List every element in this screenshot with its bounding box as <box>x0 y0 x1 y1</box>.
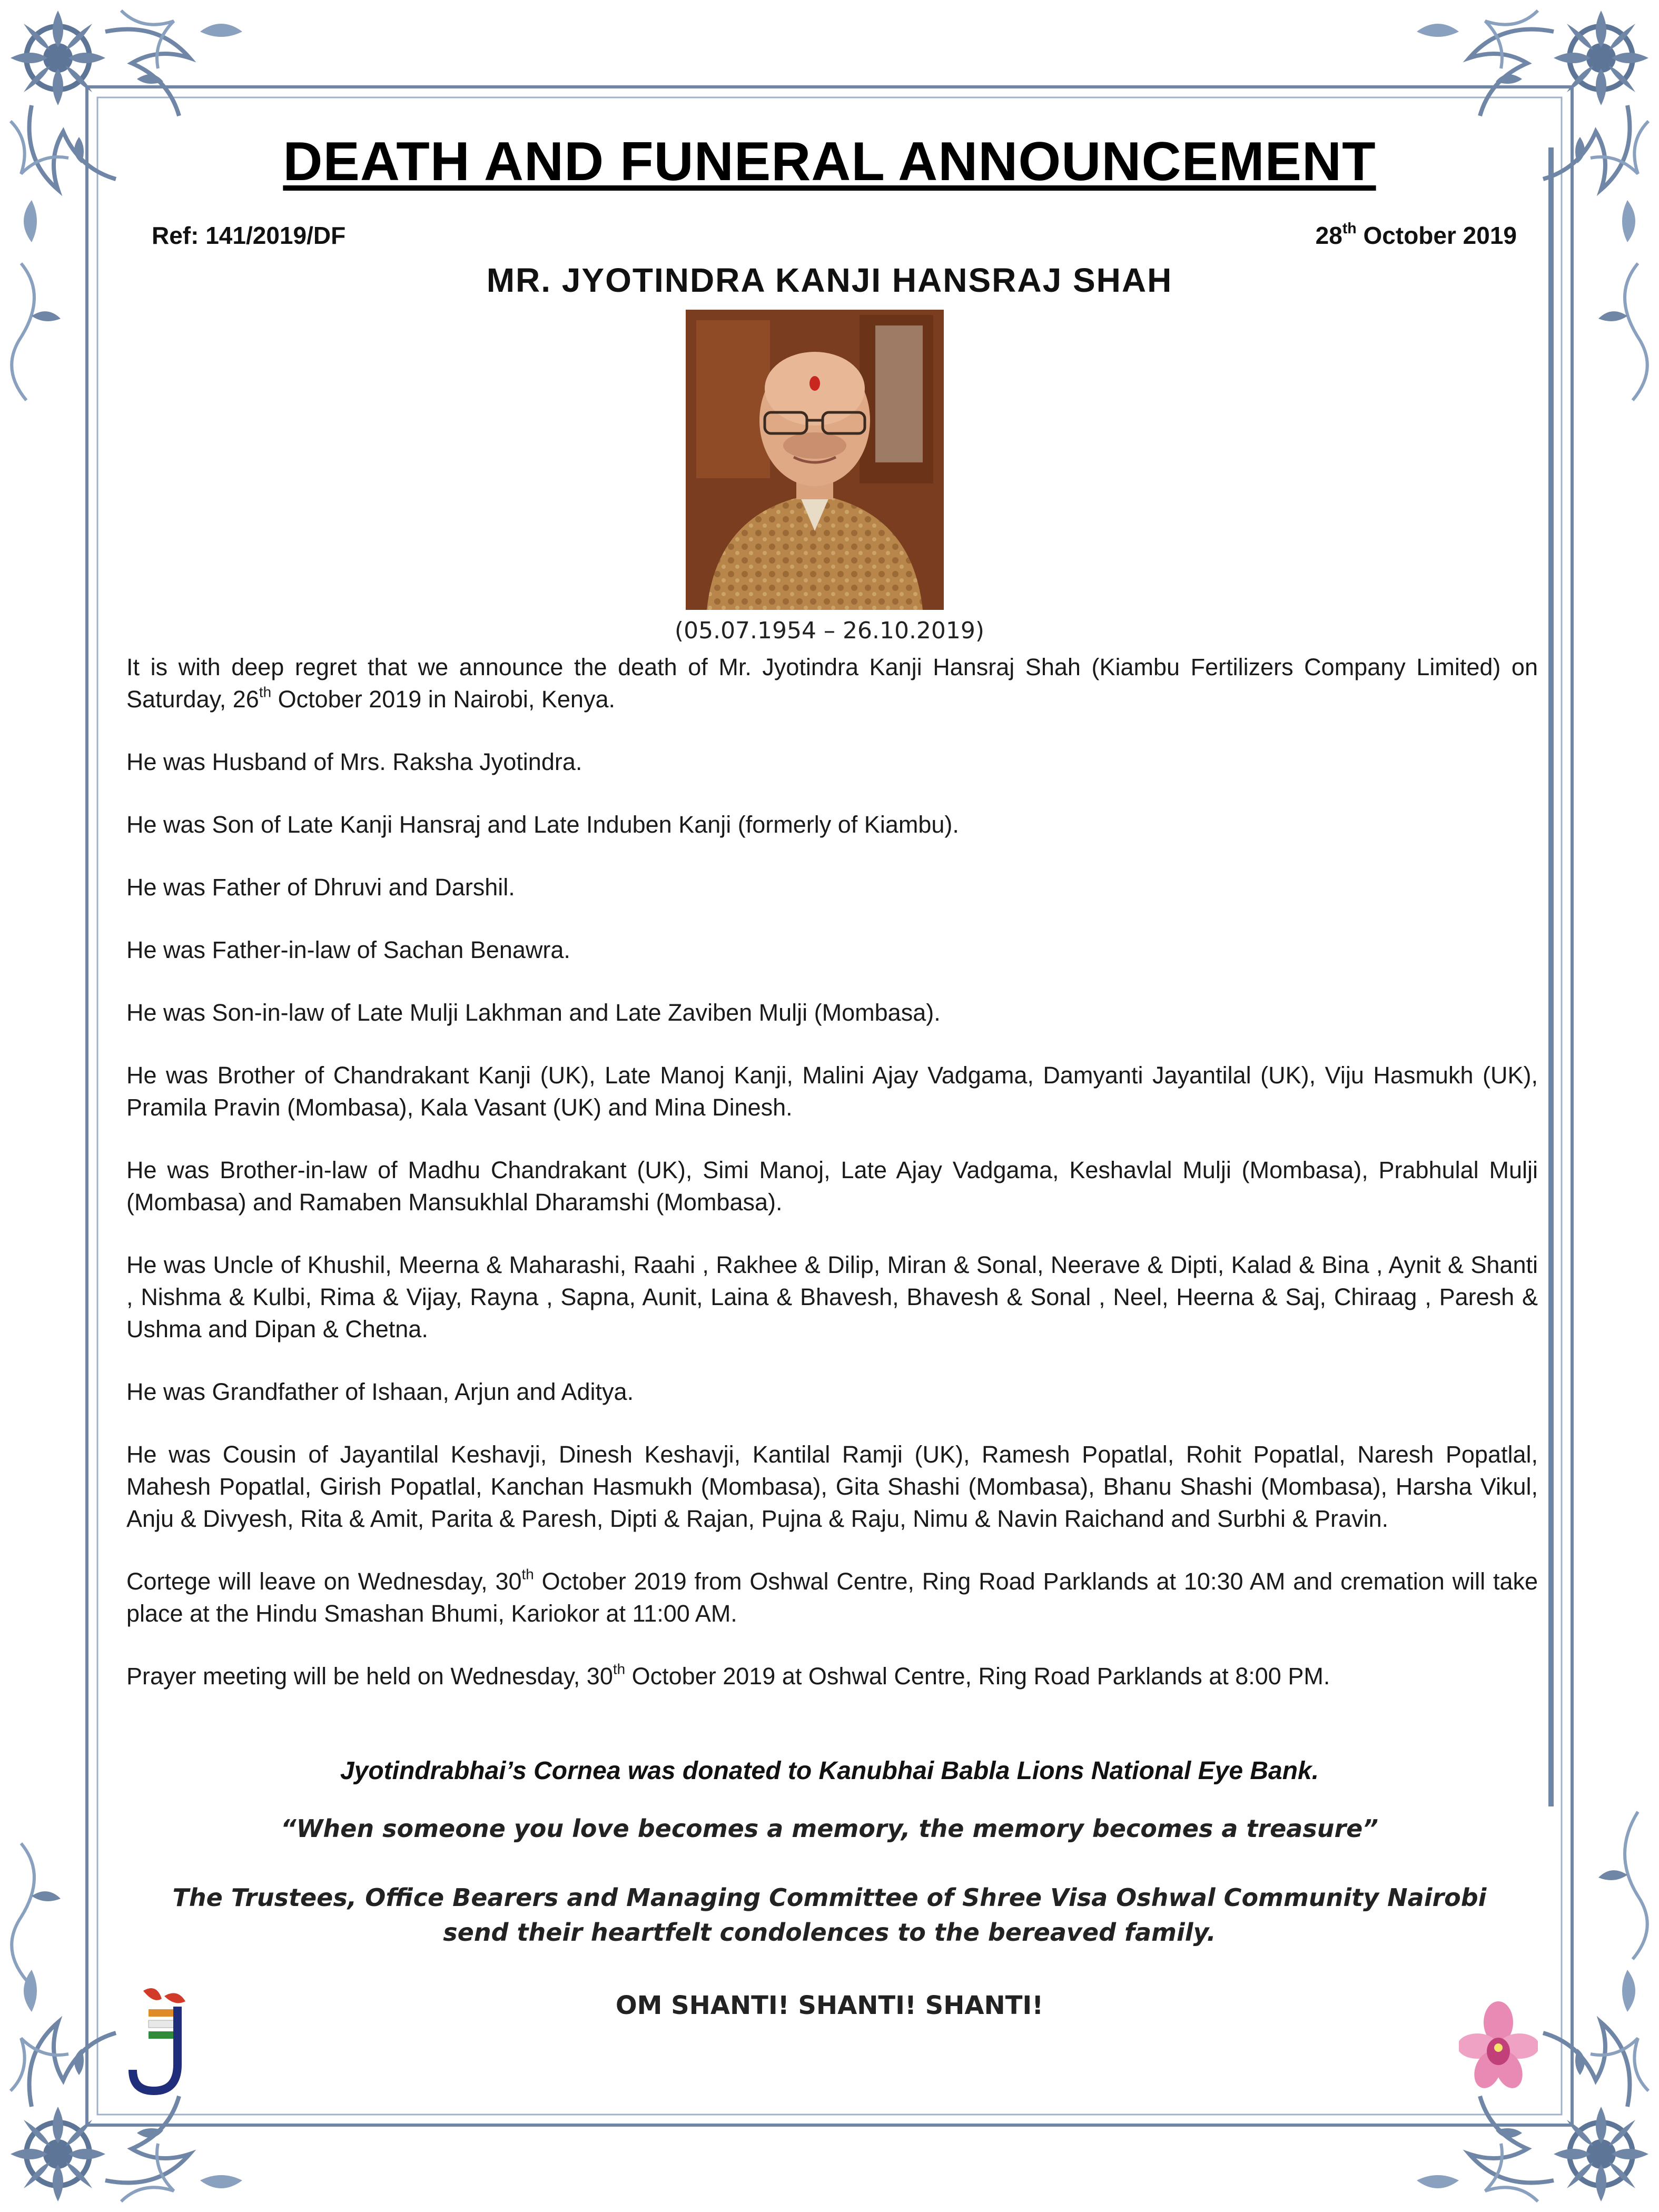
condolence-message <box>0 1880 1659 1950</box>
cousin-paragraph: He was Cousin of Jayantilal Keshavji, Dinesh Keshavji, Kantilal Ramji (UK), Ramesh Popatlal, Rohit Popatlal, Naresh Popatlal, Mahesh Popatlal, Girish Popatlal, Kanchan Hasmukh (Mombasa), Gita Shashi (Mombasa), Bhanu Shashi (Mombasa), Harsha Vikul, Anju & Divyesh, Rita & Amit, Parita & Paresh, Dipti & Rajan, Pujna & Raju, Nimu & Navin Raichand and Surbhi & Pravin. <box>126 1441 1538 1532</box>
father-paragraph: He was Father of Dhruvi and Darshil. <box>126 874 515 901</box>
prayer-text-end: October 2019 at Oshwal Centre, Ring Road Parklands at 8:00 PM. <box>625 1663 1330 1690</box>
memorial-quote: “When someone you love becomes a memory, the memory becomes a treasure” <box>281 1814 1378 1843</box>
condolence-line-2: send their heartfelt condolences to the bereaved family. <box>443 1918 1216 1947</box>
announcement-body <box>126 651 1538 1723</box>
husband-paragraph: He was Husband of Mrs. Raksha Jyotindra. <box>126 748 582 775</box>
date-suffix: th <box>1342 220 1357 238</box>
father-in-law-paragraph: He was Father-in-law of Sachan Benawra. <box>126 936 570 963</box>
son-paragraph: He was Son of Late Kanji Hansraj and Late Induben Kanji (formerly of Kiambu). <box>126 811 959 838</box>
intro-suffix: th <box>259 684 272 700</box>
uncle-paragraph: He was Uncle of Khushil, Meerna & Maharashi, Raahi , Rakhee & Dilip, Miran & Sonal, Neerave & Dipti, Kalad & Bina , Aynit & Shanti , Nishma & Kulbi, Rima & Vijay, Rayna , Sapna, Aunit, Laina & Bhavesh, Bhavesh & Sonal , Neel, Heerna & Saj, Chiraag , Paresh & Ushma and Dipan & Chetna. <box>126 1251 1538 1342</box>
intro-paragraph <box>126 651 1538 715</box>
date-rest: October 2019 <box>1356 222 1517 249</box>
condolence-line-1: The Trustees, Office Bearers and Managing Committee of Shree Visa Oshwal Community Nairobi <box>172 1883 1487 1912</box>
orchid-flower-icon <box>1459 2001 1538 2091</box>
intro-text-end: October 2019 in Nairobi, Kenya. <box>271 686 615 713</box>
prayer-text: Prayer meeting will be held on Wednesday, 30 <box>126 1663 613 1690</box>
son-in-law-paragraph: He was Son-in-law of Late Mulji Lakhman and Late Zaviben Mulji (Mombasa). <box>126 999 941 1026</box>
brother-paragraph: He was Brother of Chandrakant Kanji (UK), Late Manoj Kanji, Malini Ajay Vadgama, Damyanti Jayantilal (UK), Viju Hasmukh (UK), Pramila Pravin (Mombasa), Kala Vasant (UK) and Mina Dinesh. <box>126 1062 1538 1121</box>
grandfather-paragraph: He was Grandfather of Ishaan, Arjun and Aditya. <box>126 1378 634 1405</box>
brother-in-law-paragraph: He was Brother-in-law of Madhu Chandrakant (UK), Simi Manoj, Late Ajay Vadgama, Keshavlal Mulji (Mombasa), Prabhulal Mulji (Mombasa) and Ramaben Mansukhlal Dharamshi (Mombasa). <box>126 1157 1538 1216</box>
cortege-text: Cortege will leave on Wednesday, 30 <box>126 1568 522 1595</box>
cornea-donation-note: Jyotindrabhai’s Cornea was donated to Kanubhai Babla Lions National Eye Bank. <box>340 1757 1319 1785</box>
announcement-date <box>1316 221 1517 250</box>
prayer-suffix: th <box>613 1661 626 1677</box>
cortege-text-end: October 2019 from Oshwal Centre, Ring Road Parklands at 10:30 AM and cremation will take place at the Hindu Smashan Bhumi, Kariokor at 11:00 AM. <box>126 1568 1538 1627</box>
lifespan-dates: (05.07.1954 – 26.10.2019) <box>674 617 985 644</box>
reference-number: Ref: 141/2019/DF <box>152 222 346 249</box>
cortege-paragraph <box>126 1565 1538 1630</box>
prayer-paragraph <box>126 1660 1538 1692</box>
cortege-suffix: th <box>521 1566 534 1583</box>
oshwal-community-logo <box>127 1986 196 2096</box>
portrait-photo <box>686 310 944 610</box>
intro-text: It is with deep regret that we announce the death of Mr. Jyotindra Kanji Hansraj Shah (Kiambu Fertilizers Company Limited) on Saturday, 26 <box>126 654 1538 713</box>
date-day: 28 <box>1315 222 1342 249</box>
om-shanti-text: OM SHANTI! SHANTI! SHANTI! <box>615 1991 1044 2020</box>
announcement-title: DEATH AND FUNERAL ANNOUNCEMENT <box>283 131 1376 192</box>
deceased-name: MR. JYOTINDRA KANJI HANSRAJ SHAH <box>486 261 1173 299</box>
